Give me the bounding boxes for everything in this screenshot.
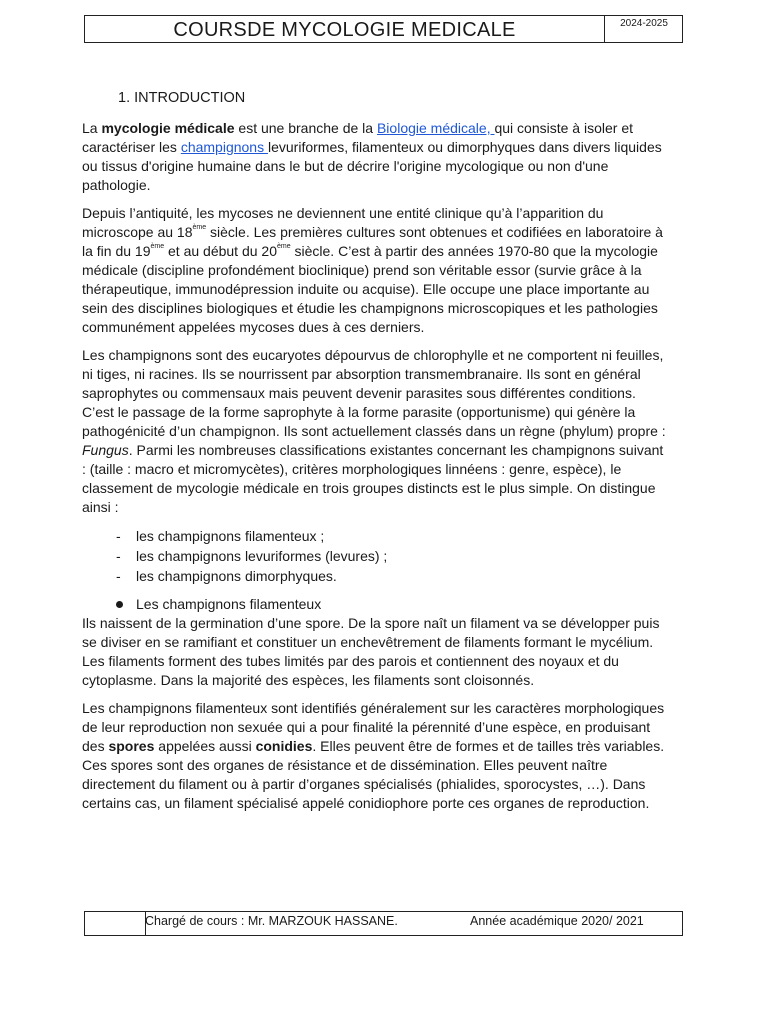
subsection-heading bbox=[82, 595, 667, 614]
text: Les champignons filamenteux sont identifiés généralement sur les caractères morphologiques de leur reproduction non sexuée qui a pour finalité la pérennité d’une espèce, en produisant des bbox=[82, 700, 665, 754]
header-box bbox=[84, 15, 683, 43]
paragraph-history bbox=[82, 204, 667, 337]
subsection-heading-text: Les champignons filamenteux bbox=[136, 596, 322, 612]
link-biologie-medicale[interactable]: Biologie médicale, bbox=[376, 120, 495, 136]
list-item-text: les champignons dimorphyques. bbox=[136, 568, 337, 584]
list-item bbox=[82, 566, 667, 586]
text: levuriformes, filamenteux ou dimorphyques dans divers liquides ou tissus d'origine humaine dans le but de décrire l'origine mycologique ou non d'une pathologie. bbox=[82, 139, 662, 193]
bullet-icon bbox=[116, 601, 123, 608]
superscript: ème bbox=[277, 243, 291, 250]
link-champignons[interactable]: champignons bbox=[180, 139, 268, 155]
text: . Elles peuvent être de formes et de tailles très variables. Ces spores sont des organes de résistance et de dissémination. Elles peuvent naître directement du filament ou à partir d’organes spécialisés (phialides, sporocystes, …). Dans certains cas, un filament spécialisé appelé conidiophore porte ces organes de reproduction. bbox=[82, 738, 665, 811]
term-spores: spores bbox=[108, 738, 155, 754]
paragraph-classification bbox=[82, 346, 667, 517]
dash-marker: - bbox=[116, 548, 121, 564]
dash-marker: - bbox=[116, 528, 121, 544]
section-heading: 1. INTRODUCTION bbox=[118, 90, 246, 106]
term-fungus: Fungus bbox=[82, 442, 129, 458]
term-mycologie-medicale: mycologie médicale bbox=[101, 120, 235, 136]
text: et au début du 20 bbox=[164, 243, 277, 259]
list-item-text: les champignons filamenteux ; bbox=[136, 528, 325, 544]
group-list bbox=[82, 526, 667, 586]
text: appelées aussi bbox=[154, 738, 256, 754]
paragraph-reproduction bbox=[82, 699, 667, 813]
term-conidies: conidies bbox=[255, 738, 313, 754]
text: Depuis l’antiquité, les mycoses ne deviennent une entité clinique qu’à l’apparition du microscope au 18 bbox=[82, 205, 604, 240]
page-content bbox=[82, 88, 667, 822]
dash-marker: - bbox=[116, 568, 121, 584]
list-item bbox=[82, 546, 667, 566]
text: . Parmi les nombreuses classifications existantes concernant les champignons suivant : (taille : macro et micromycètes), critères morphologiques linnéens : genre, espèce), le classement de mycologie médicale en trois groupes distincts est le plus simple. On distingue ainsi : bbox=[82, 442, 664, 515]
text: qui consiste à isoler et caractériser les bbox=[82, 120, 634, 155]
text: siècle. Les premières cultures sont obtenues et codifiées en laboratoire à la fin du 19 bbox=[82, 224, 663, 259]
footer-box bbox=[84, 911, 683, 936]
text: est une branche de la bbox=[234, 120, 377, 136]
paragraph-definition bbox=[82, 119, 667, 195]
superscript: ème bbox=[192, 224, 207, 231]
list-item bbox=[82, 526, 667, 546]
list-item-text: les champignons levuriformes (levures) ; bbox=[136, 548, 388, 564]
paragraph-filamenteux: Ils naissent de la germination d’une spore. De la spore naît un filament va se développer puis se diviser en se ramifiant et constituer un enchevêtrement de filaments formant le mycélium. Les filaments forment des tubes limités par des parois et contiennent des noyaux et du cytoplasme. Dans la majorité des espèces, les filaments sont cloisonnés. bbox=[82, 615, 660, 688]
footer-academic-year: Année académique 2020/ 2021 bbox=[470, 914, 644, 928]
text: siècle. C’est à partir des années 1970-80 que la mycologie médicale (discipline profondément bioclinique) prend son véritable essor (survie grâce à la thérapeutique, immunodépression induite ou acquise). Elle occupe une place importante au sein des disciplines biologiques et étudie les champignons microscopiques et les pathologies communément appelées mycoses dues à ces derniers. bbox=[82, 243, 658, 335]
superscript: ème bbox=[150, 243, 165, 250]
document-title: COURSDE MYCOLOGIE MEDICALE bbox=[173, 19, 516, 41]
text: La bbox=[82, 120, 102, 136]
header-year: 2024-2025 bbox=[620, 18, 668, 29]
footer-instructor: Chargé de cours : Mr. MARZOUK HASSANE. bbox=[145, 914, 398, 928]
text: Les champignons sont des eucaryotes dépourvus de chlorophylle et ne comportent ni feuilles, ni tiges, ni racines. Ils se nourrissent par absorption transmembranaire. Ils sont en général saprophytes ou commensaux mais peuvent devenir parasites sous différentes conditions. C’est le passage de la forme saprophyte à la forme parasite (opportunisme) qui génère la pathogénicité d’un champignon. Ils sont actuellement classés dans un règne (phylum) propre : bbox=[82, 347, 666, 439]
